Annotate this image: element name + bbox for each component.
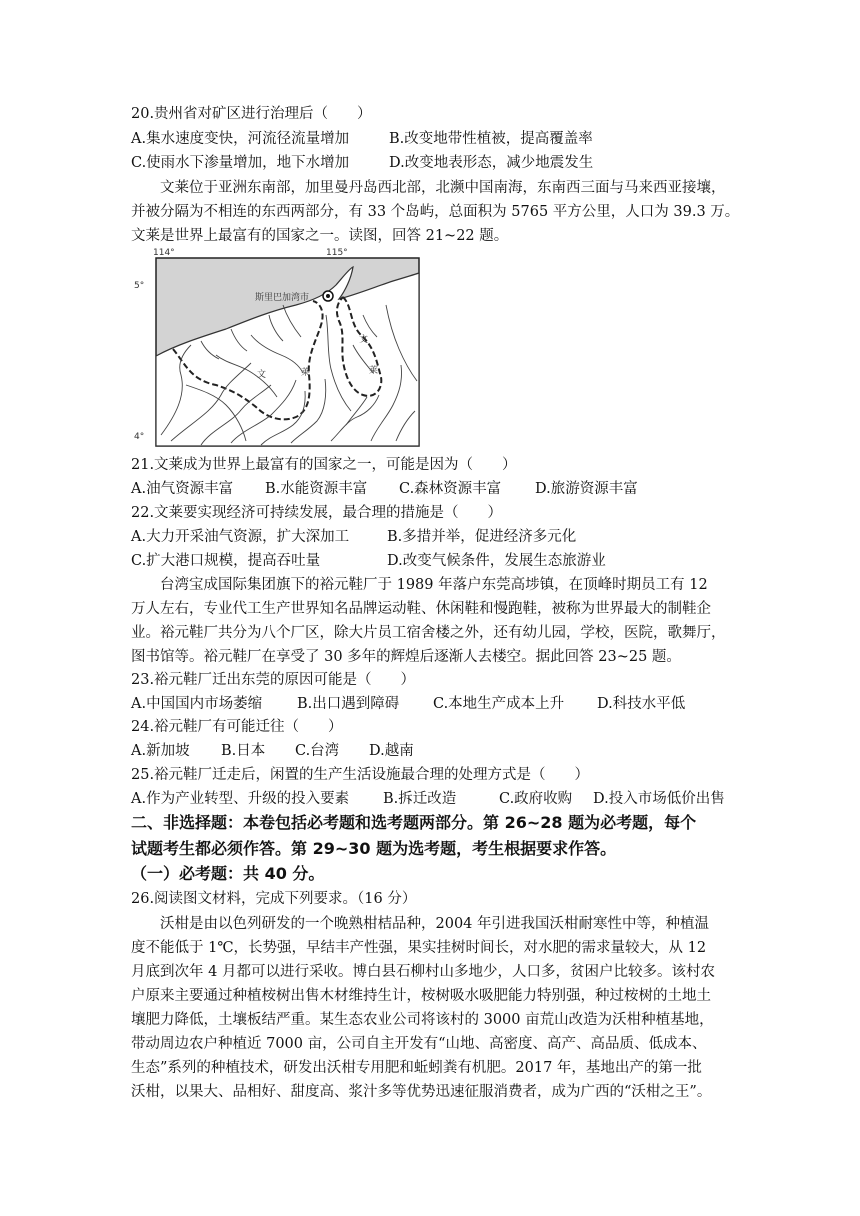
region-label-lai-east: 莱 — [369, 366, 379, 376]
brunei-passage-line: 并被分隔为不相连的东西两部分，有 33 个岛屿，总面积为 5765 平方公里，人口为 39.3 万。 — [131, 204, 740, 220]
q21-option-c: C.森林资源丰富 — [399, 481, 502, 497]
brunei-map-svg — [131, 245, 423, 451]
q22-option-a: A.大力开采油气资源，扩大深加工 — [131, 529, 350, 545]
section2-subheading: （一）必考题：共 40 分。 — [131, 864, 325, 883]
lat-tick-5: 5° — [134, 281, 145, 291]
q24-option-d: D.越南 — [369, 743, 414, 759]
q20-option-d: D.改变地表形态，减少地震发生 — [389, 155, 594, 171]
q21-stem: 21.文莱成为世界上最富有的国家之一，可能是因为（ ） — [131, 457, 517, 473]
q23-options — [131, 694, 685, 714]
q25-stem: 25.裕元鞋厂迁走后，闲置的生产生活设施最合理的处理方式是（ ） — [131, 767, 590, 783]
q26-passage-line: 生态”系列的种植技术，研发出沃柑专用肥和蚯蚓粪有机肥。2017 年，基地出产的第一批 — [131, 1060, 702, 1076]
capital-city-marker-dot — [326, 294, 330, 298]
q24-option-c: C.台湾 — [295, 743, 340, 759]
section2-heading-cont: 试题考生都必须作答。第 29~30 题为选考题，考生根据要求作答。 — [131, 839, 617, 858]
yuyuan-passage-line: 台湾宝成国际集团旗下的裕元鞋厂于 1989 年落户东莞高埗镇，在顶峰时期员工有 12 — [160, 577, 708, 593]
q26-passage-line: 度不能低于 1℃，长势强，早结丰产性强，果实挂树时间长，对水肥的需求量较大，从 12 — [131, 940, 707, 956]
q22-option-c: C.扩大港口规模，提高吞吐量 — [131, 553, 321, 569]
q21-option-d: D.旅游资源丰富 — [535, 481, 638, 497]
q22-option-b: B.多措并举，促进经济多元化 — [387, 529, 577, 545]
region-label-wen: 文 — [257, 370, 267, 380]
q24-option-b: B.日本 — [221, 743, 266, 759]
yuyuan-passage-line: 业。裕元鞋厂共分为八个厂区，除大片员工宿舍楼之外，还有幼儿园，学校，医院，歌舞厅， — [131, 625, 726, 641]
yuyuan-passage-line: 图书馆等。裕元鞋厂在享受了 30 多年的辉煌后逐渐人去楼空。据此回答 23~25 题。 — [131, 649, 681, 665]
q20-option-a: A.集水速度变快，河流径流量增加 — [131, 131, 350, 147]
q21-options — [131, 479, 638, 499]
q22-stem: 22.文莱要实现经济可持续发展，最合理的措施是（ ） — [131, 505, 503, 521]
q22-options-row2 — [131, 551, 606, 571]
q25-option-b: B.拆迁改造 — [383, 791, 457, 807]
section2-heading: 二、非选择题：本卷包括必考题和选考题两部分。第 26~28 题为必考题，每个 — [131, 813, 697, 832]
brunei-passage-line: 文莱位于亚洲东南部，加里曼丹岛西北部，北濒中国南海，东南西三面与马来西亚接壤， — [160, 180, 726, 196]
q23-stem: 23.裕元鞋厂迁出东莞的原因可能是（ ） — [131, 672, 416, 688]
q21-option-b: B.水能资源丰富 — [265, 481, 368, 497]
q26-passage-line: 月底到次年 4 月都可以进行采收。博白县石柳村山多地少，人口多，贫困户比较多。该村农 — [131, 964, 715, 980]
q25-option-c: C.政府收购 — [499, 791, 573, 807]
q20-options-row2 — [131, 153, 593, 173]
brunei-map — [131, 245, 423, 451]
lon-tick-115: 115° — [326, 248, 348, 258]
q26-passage-line: 沃柑是由以色列研发的一个晚熟柑桔品种，2004 年引进我国沃柑耐寒性中等，种植温 — [160, 916, 710, 932]
capital-city-label: 斯里巴加湾市 — [255, 293, 310, 303]
q20-stem: 20.贵州省对矿区进行治理后（ ） — [131, 106, 372, 122]
lat-tick-4: 4° — [134, 432, 145, 442]
q26-passage-line: 带动周边农户种植近 7000 亩，公司自主开发有“山地、高密度、高产、高品质、低成本、 — [131, 1036, 707, 1052]
q20-options-row1 — [131, 129, 593, 149]
q20-option-c: C.使雨水下渗量增加，地下水增加 — [131, 155, 350, 171]
region-label-lai: 莱 — [301, 368, 311, 378]
q21-option-a: A.油气资源丰富 — [131, 481, 234, 497]
q26-passage-line: 户原来主要通过种植桉树出售木材维持生计，桉树吸水吸肥能力特别强，种过桉树的土地土 — [131, 988, 711, 1004]
q26-passage-line: 沃柑，以果大、品相好、甜度高、浆汁多等优势迅速征服消费者，成为广西的“沃柑之王”。 — [131, 1084, 712, 1100]
q24-stem: 24.裕元鞋厂有可能迁往（ ） — [131, 719, 343, 735]
q25-option-d: D.投入市场低价出售 — [593, 791, 725, 807]
q22-options-row1 — [131, 527, 576, 547]
q26-stem: 26.阅读图文材料，完成下列要求。（16 分） — [131, 891, 417, 907]
q25-options — [131, 789, 725, 809]
q25-option-a: A.作为产业转型、升级的投入要素 — [131, 791, 350, 807]
lon-tick-114: 114° — [153, 248, 175, 258]
q23-option-d: D.科技水平低 — [597, 696, 686, 712]
region-label-wen-east: 文 — [359, 335, 369, 345]
q26-passage-line: 壤肥力降低，土壤板结严重。某生态农业公司将该村的 3000 亩荒山改造为沃柑种植基地， — [131, 1012, 714, 1028]
q23-option-c: C.本地生产成本上升 — [433, 696, 565, 712]
q23-option-a: A.中国国内市场萎缩 — [131, 696, 263, 712]
q24-option-a: A.新加坡 — [131, 743, 190, 759]
brunei-passage-line: 文莱是世界上最富有的国家之一。读图，回答 21~22 题。 — [131, 228, 509, 244]
q24-options — [131, 741, 414, 761]
yuyuan-passage-line: 万人左右，专业代工生产世界知名品牌运动鞋、休闲鞋和慢跑鞋，被称为世界最大的制鞋企 — [131, 601, 711, 617]
q23-option-b: B.出口遇到障碍 — [297, 696, 400, 712]
q22-option-d: D.改变气候条件，发展生态旅游业 — [387, 553, 606, 569]
q20-option-b: B.改变地带性植被，提高覆盖率 — [389, 131, 593, 147]
